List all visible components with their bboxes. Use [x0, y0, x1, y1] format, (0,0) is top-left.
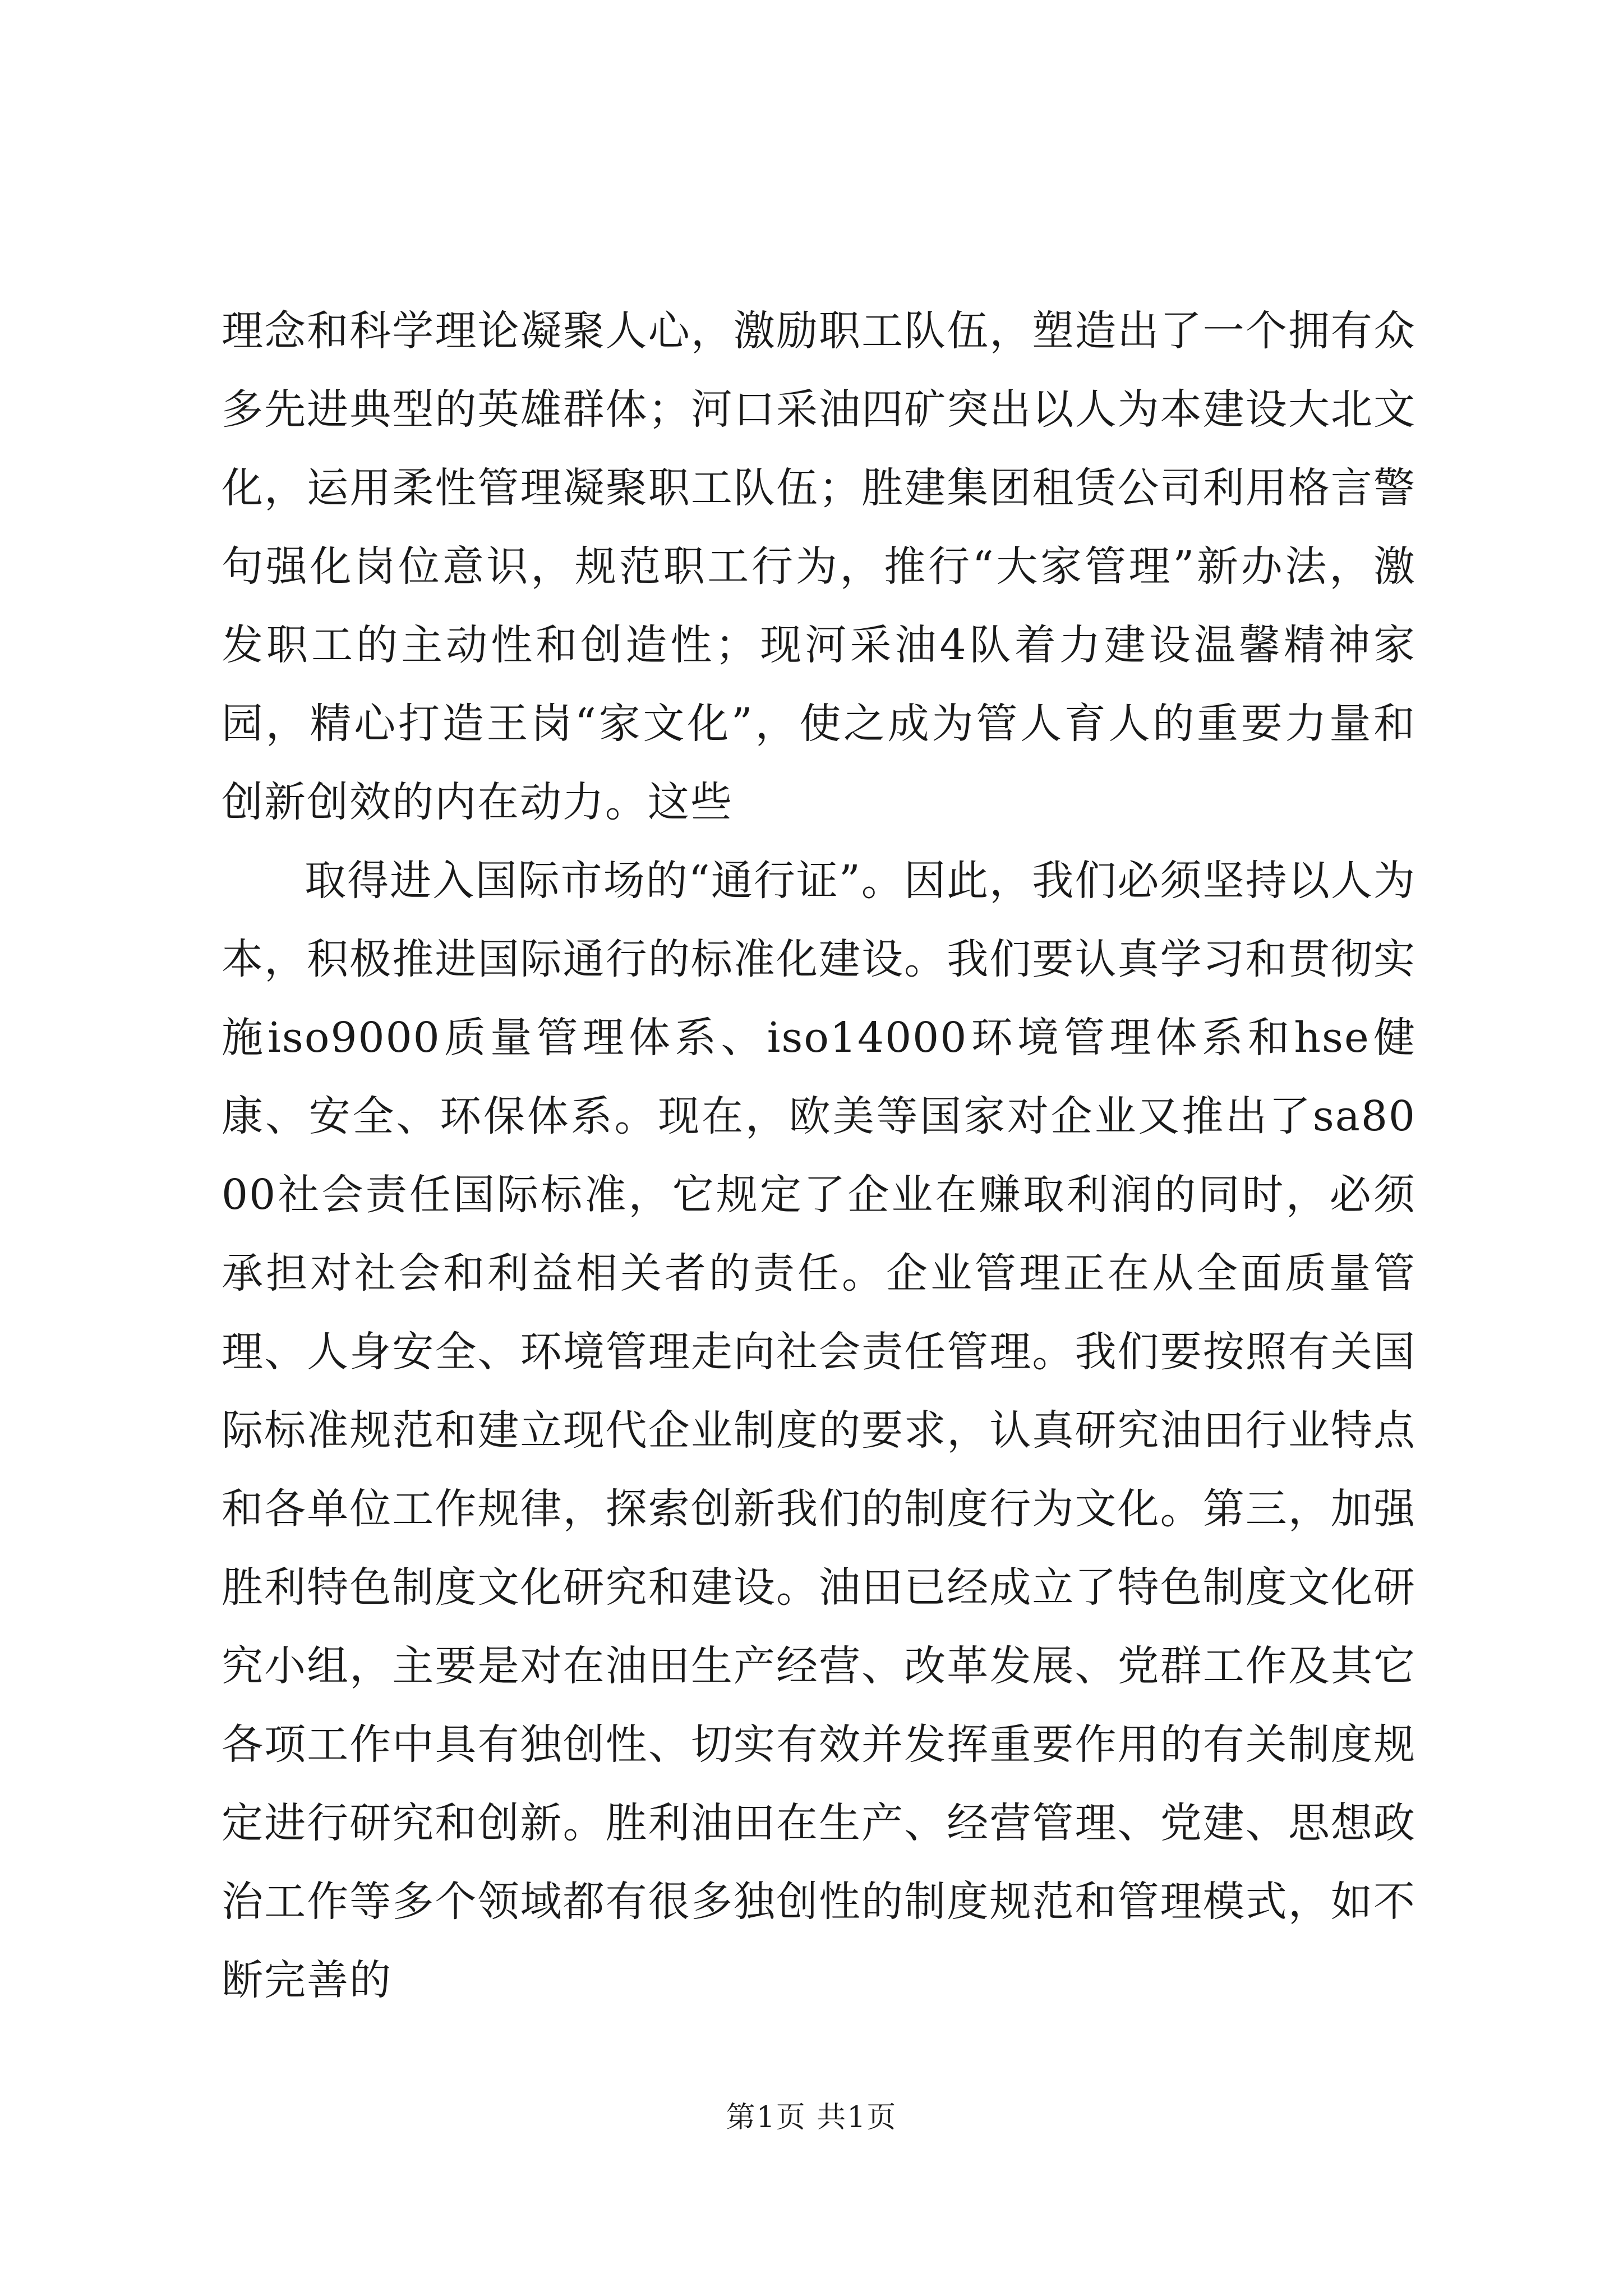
paragraph-2: 取得进入国际市场的“通行证”。因此，我们必须坚持以人为本，积极推进国际通行的标准化建设。我们要认真学习和贯彻实施iso9000质量管理体系、iso14000环境管理体系和hse健康、安全、环保体系。现在，欧美等国家对企业又推出了sa8000社会责任国际标准，它规定了企业在赚取利润的同时，必须承担对社会和利益相关者的责任。企业管理正在从全面质量管理、人身安全、环境管理走向社会责任管理。我们要按照有关国际标准规范和建立现代企业制度的要求，认真研究油田行业特点和各单位工作规律，探索创新我们的制度行为文化。第三，加强胜利特色制度文化研究和建设。油田已经成立了特色制度文化研究小组，主要是对在油田生产经营、改革发展、党群工作及其它各项工作中具有独创性、切实有效并发挥重要作用的有关制度规定进行研究和创新。胜利油田在生产、经营管理、党建、思想政治工作等多个领域都有很多独创性的制度规范和管理模式，如不断完善的 — [222, 857, 1416, 2004]
page-footer: 第1页 共1页 — [726, 2101, 897, 2134]
paragraph-1: 理念和科学理论凝聚人心，激励职工队伍，塑造出了一个拥有众多先进典型的英雄群体；河口采油四矿突出以人为本建设大北文化，运用柔性管理凝聚职工队伍；胜建集团租赁公司利用格言警句强化岗位意识，规范职工行为，推行“大家管理”新办法，激发职工的主动性和创造性；现河采油4队着力建设温馨精神家园，精心打造王岗“家文化”，使之成为管人育人的重要力量和创新创效的内在动力。这些 — [222, 307, 1416, 826]
document-body — [222, 292, 1416, 2019]
